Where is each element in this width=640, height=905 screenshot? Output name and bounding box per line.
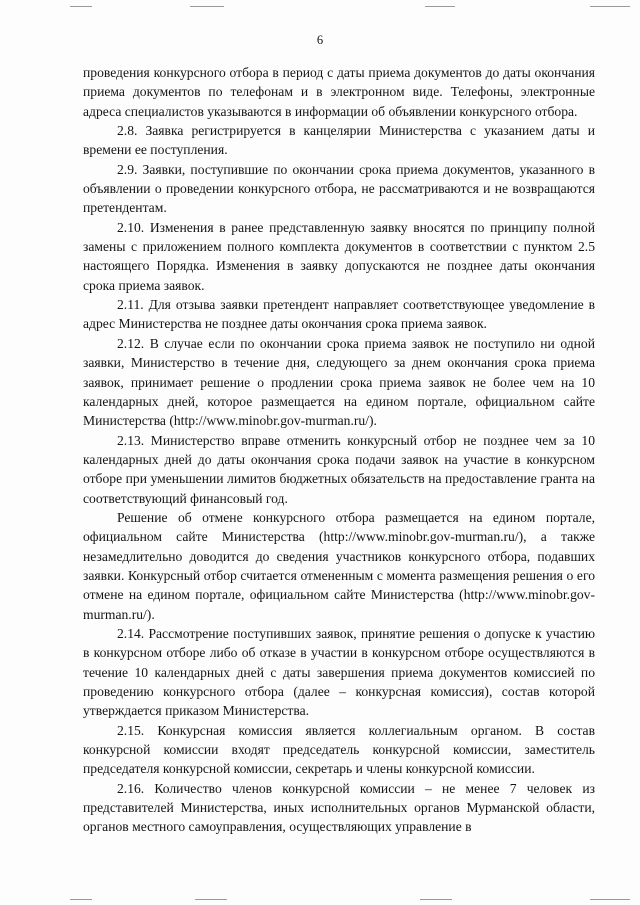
paragraph-2-9: 2.9. Заявки, поступившие по окончании срока приема документов, указанного в объявлении о проведении конкурсного отбора, не рассматриваются и не возвращаются претендентам. [83, 161, 595, 216]
page-number: 6 [316, 33, 324, 47]
paragraph-2-8: 2.8. Заявка регистрируется в канцелярии Министерства с указанием даты и времени ее поступления. [83, 123, 595, 158]
scan-edge-line [590, 6, 630, 7]
paragraph-2-15: 2.15. Конкурсная комиссия является коллегиальным органом. В состав конкурсной комиссии входят председатель конкурсной комиссии, заместитель председателя конкурсной комиссии, секретарь и члены конкурсной комиссии. [83, 722, 595, 777]
document-body [83, 63, 595, 837]
paragraph-continuation: проведения конкурсного отбора в период с даты приема документов до даты окончания приема документов по телефонам и в электронном виде. Телефоны, электронные адреса специалистов указываются в информации об объявлении конкурсного отбора. [83, 65, 595, 119]
paragraph-2-12: 2.12. В случае если по окончании срока приема заявок не поступило ни одной заявки, Министерство в течение дня, следующего за днем окончания срока приема заявок, принимает решение о продлении срока приема заявок не более чем на 10 календарных дней, которое размещается на едином портале, официальном сайте Министерства (http://www.minobr.gov-murman.ru/). [83, 335, 595, 429]
paragraph-2-10: 2.10. Изменения в ранее представленную заявку вносятся по принципу полной замены с приложением полного комплекта документов в соответствии с пунктом 2.5 настоящего Порядка. Изменения в заявку допускаются не позднее даты окончания срока приема заявок. [83, 219, 595, 293]
paragraph-cancellation-decision: Решение об отмене конкурсного отбора размещается на едином портале, официальном сайте Министерства (http://www.minobr.gov-murman.ru/), а также незамедлительно доводится до сведения участников конкурсного отбора, подавших заявки. Конкурсный отбор считается отмененным с момента размещения решения о его отмене на едином портале, официальном сайте Министерства (http://www.minobr.gov-murman.ru/). [83, 509, 595, 622]
scan-edge-line [425, 6, 455, 7]
scan-edge-line [190, 6, 224, 7]
paragraph-2-13: 2.13. Министерство вправе отменить конкурсный отбор не позднее чем за 10 календарных дней до даты окончания срока подачи заявок на участие в конкурсном отборе при уменьшении лимитов бюджетных обязательств на предоставление гранта на соответствующий финансовый год. [83, 432, 595, 506]
scan-edge-line [70, 6, 92, 7]
scan-edge-line [420, 899, 452, 900]
paragraph-2-16: 2.16. Количество членов конкурсной комиссии – не менее 7 человек из представителей Министерства, иных исполнительных органов Мурманской области, органов местного самоуправления, осуществляющих управление в [83, 780, 595, 835]
paragraph-2-14: 2.14. Рассмотрение поступивших заявок, принятие решения о допуске к участию в конкурсном отборе либо об отказе в участии в конкурсном отборе осуществляются в течение 10 календарных дней с даты завершения приема документов комиссией по проведению конкурсного отбора (далее – конкурсная комиссия), состав которой утверждается приказом Министерства. [83, 625, 595, 719]
scan-edge-line [70, 899, 92, 900]
scan-edge-line [195, 899, 227, 900]
paragraph-2-11: 2.11. Для отзыва заявки претендент направляет соответствующее уведомление в адрес Министерства не позднее даты окончания срока приема заявок. [83, 297, 595, 332]
scan-edge-line [590, 899, 630, 900]
